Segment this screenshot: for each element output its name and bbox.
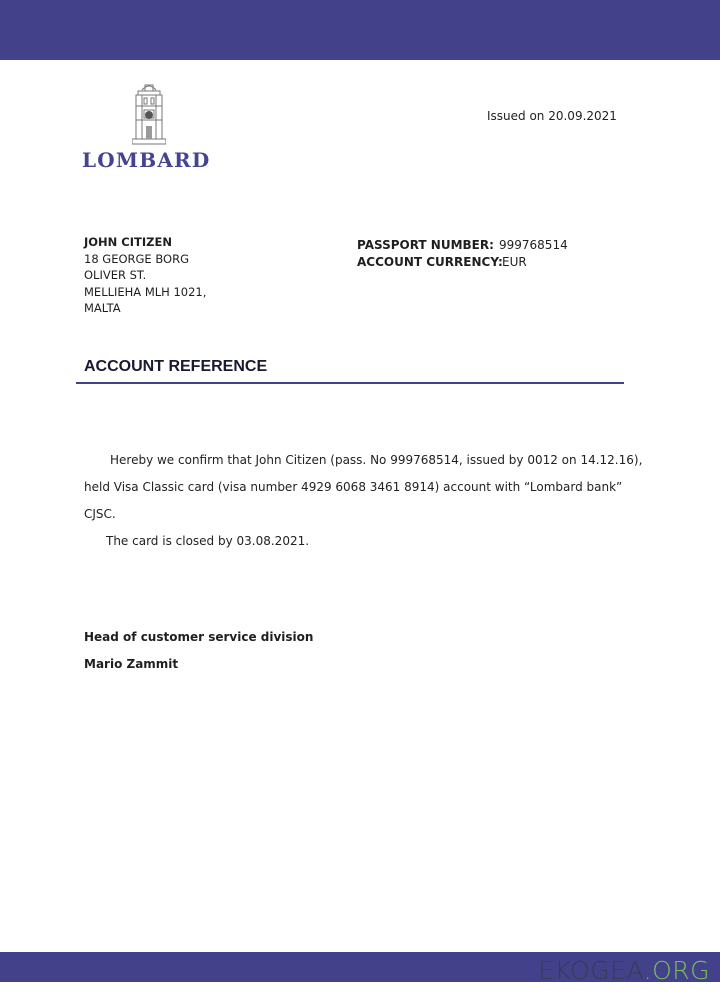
body-line: Hereby we confirm that John Citizen (pass. No 999768514, issued by 0012 on 14.12.16),: [110, 453, 643, 467]
lombard-logo: [82, 82, 222, 172]
watermark: [538, 955, 710, 987]
body-line: CJSC.: [84, 507, 116, 521]
heading-divider: [76, 382, 624, 384]
recipient-name: JOHN CITIZEN: [84, 235, 172, 249]
currency-row: [357, 254, 568, 271]
brand-name: LOMBARD: [82, 148, 211, 172]
address-line: MALTA: [84, 301, 121, 315]
body-line: held Visa Classic card (visa number 4929 6068 3461 8914) account with “Lombard bank”: [84, 480, 623, 494]
passport-label: PASSPORT NUMBER:: [357, 238, 494, 252]
currency-value: EUR: [502, 255, 527, 269]
watermark-main: EKOGEA: [538, 956, 644, 985]
passport-value: 999768514: [499, 238, 568, 252]
address-line: 18 GEORGE BORG: [84, 251, 189, 266]
signatory-name: Mario Zammit: [84, 657, 179, 671]
section-heading: ACCOUNT REFERENCE: [84, 358, 268, 375]
account-info: [357, 237, 568, 271]
address-line: OLIVER ST.: [84, 268, 147, 282]
address-line: MELLIEHA MLH 1021,: [84, 284, 207, 299]
watermark-tld: .ORG: [643, 956, 710, 985]
signatory-title: Head of customer service division: [84, 630, 314, 644]
body-line: The card is closed by 03.08.2021.: [106, 534, 310, 548]
passport-row: [357, 237, 568, 254]
building-icon: [132, 82, 166, 146]
recipient-address: [84, 234, 206, 317]
currency-label: ACCOUNT CURRENCY:: [357, 255, 503, 269]
header-band: [0, 0, 720, 60]
issue-date: Issued on 20.09.2021: [487, 109, 617, 123]
